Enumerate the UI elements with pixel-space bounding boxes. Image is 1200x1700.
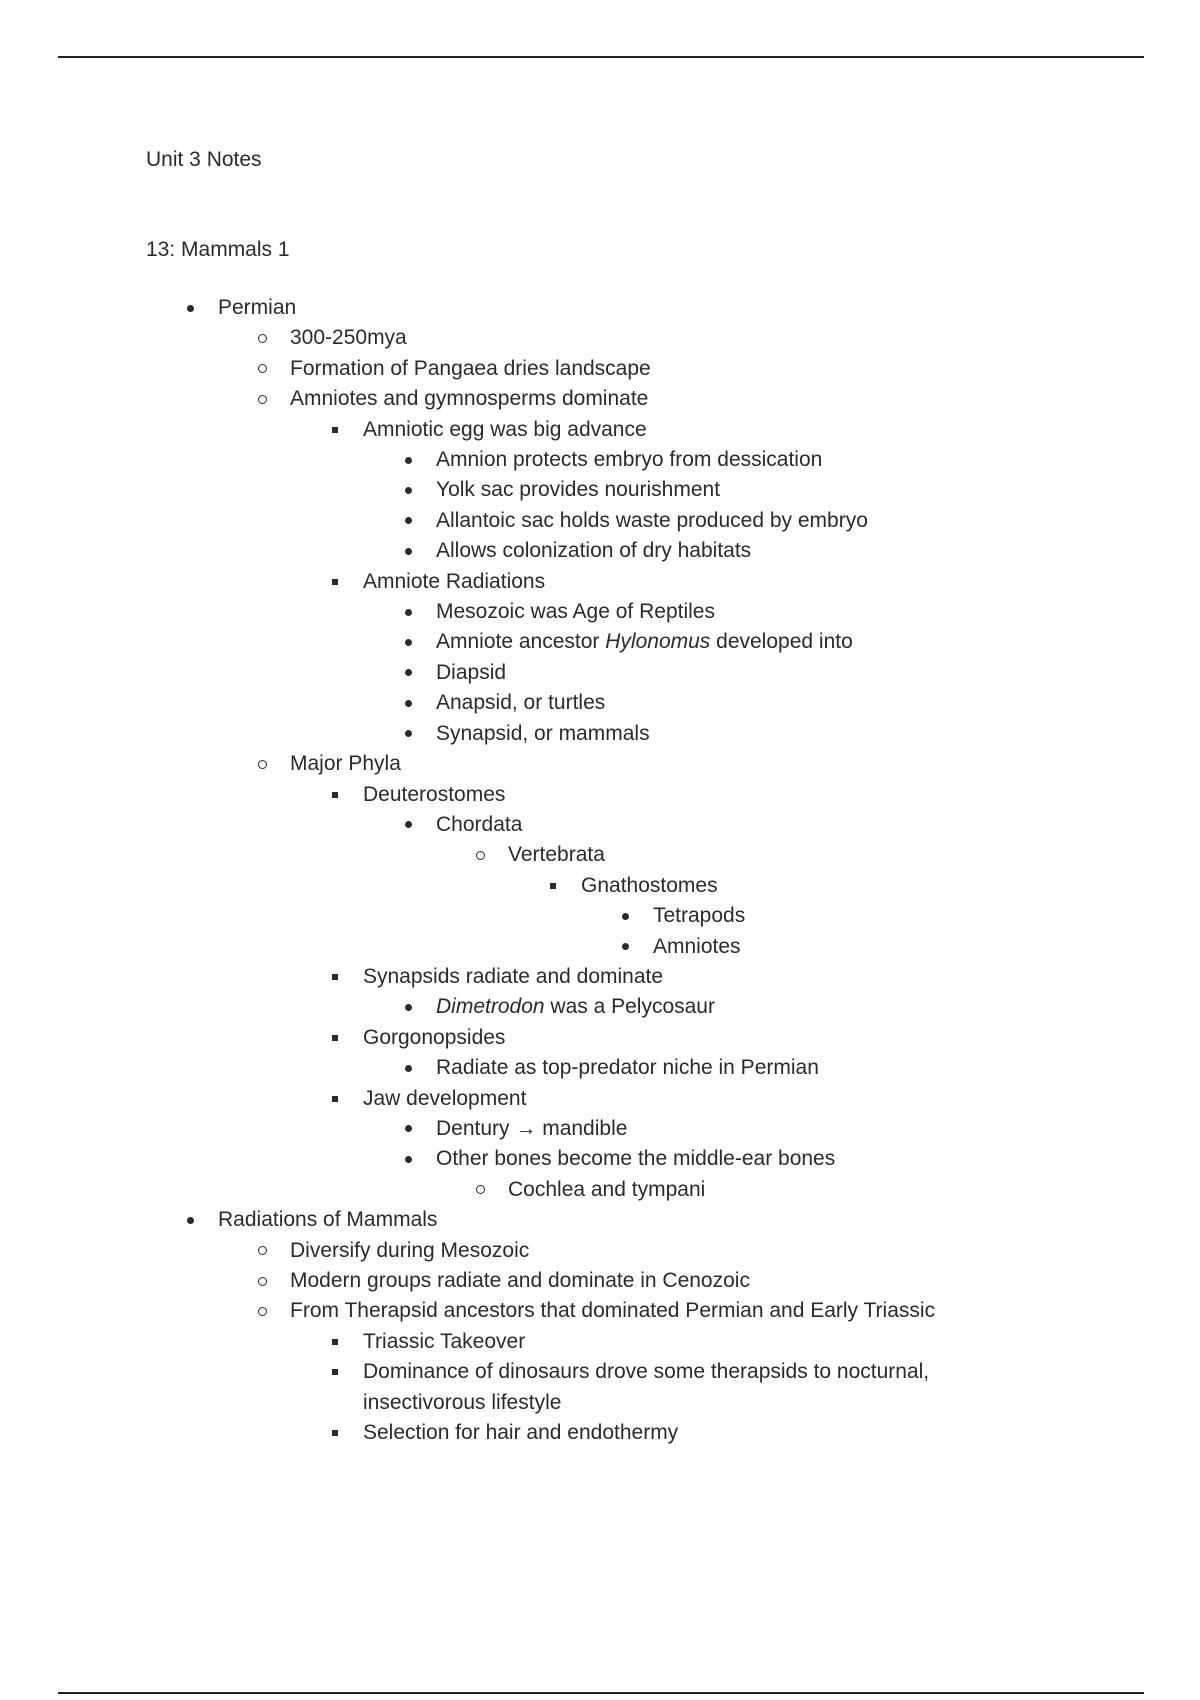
outline-item-text: Deuterostomes <box>363 782 506 806</box>
outline-item-level-3 <box>0 780 1200 810</box>
bullet-square-icon <box>325 1327 345 1357</box>
bullet-circle-icon <box>252 354 272 384</box>
outline-item-text: From Therapsid ancestors that dominated Permian and Early Triassic <box>290 1299 936 1323</box>
outline-item-level-1 <box>0 1205 1200 1235</box>
outline-item-text: Synapsid, or mammals <box>436 721 650 745</box>
outline-item-level-3 <box>0 1327 1200 1357</box>
bullet-square-icon <box>325 1023 345 1053</box>
outline-item-level-3 <box>0 567 1200 597</box>
outline-item-level-5 <box>0 1175 1200 1205</box>
italic-term: Dimetrodon <box>436 995 545 1019</box>
bullet-square-icon <box>325 1418 345 1448</box>
outline-item-level-7 <box>0 932 1200 962</box>
outline-item-level-5 <box>0 840 1200 870</box>
bullet-square-icon <box>325 1084 345 1114</box>
outline-item-level-2 <box>0 384 1200 414</box>
outline-item-text: Allantoic sac holds waste produced by embryo <box>436 508 868 532</box>
bullet-dot-icon <box>180 1205 200 1235</box>
bullet-dot-icon <box>398 445 418 475</box>
outline-item-text: Permian <box>218 296 297 319</box>
bullet-square-icon <box>543 871 563 901</box>
outline-item-level-3 <box>0 1084 1200 1114</box>
outline-item-text: Jaw development <box>363 1086 527 1110</box>
outline-item-text: Triassic Takeover <box>363 1329 526 1353</box>
outline-item-text: Dentury → mandible <box>436 1116 628 1140</box>
outline-item-level-3 <box>0 962 1200 992</box>
outline-item-text: Anapsid, or turtles <box>436 691 606 715</box>
outline-item-level-4 <box>0 627 1200 657</box>
outline-item-text: Gnathostomes <box>581 873 718 897</box>
bullet-circle-icon <box>252 1296 272 1326</box>
bullet-dot-icon <box>398 1114 418 1144</box>
outline-item-level-2 <box>0 354 1200 384</box>
outline-item-text: Selection for hair and endothermy <box>363 1421 679 1445</box>
bullet-circle-icon <box>252 1236 272 1266</box>
outline-item-text: 300-250mya <box>290 326 407 350</box>
outline-item-text: Radiate as top-predator niche in Permian <box>436 1056 819 1080</box>
bullet-square-icon <box>325 1357 345 1387</box>
outline-item-text: Diapsid <box>436 660 507 684</box>
outline-item-text: Amniotic egg was big advance <box>363 417 647 441</box>
bullet-square-icon <box>325 780 345 810</box>
outline-item-level-7 <box>0 901 1200 931</box>
outline-item-text: Cochlea and tympani <box>508 1177 706 1201</box>
outline-item-level-4 <box>0 445 1200 475</box>
italic-term: Hylonomus <box>605 630 711 654</box>
outline-item-text: Tetrapods <box>653 904 746 928</box>
outline-item-level-2 <box>0 1236 1200 1266</box>
outline-item-text: Amnion protects embryo from dessication <box>436 448 823 472</box>
bullet-circle-icon <box>252 323 272 353</box>
bullet-dot-icon <box>615 901 635 931</box>
bullet-circle-icon <box>252 749 272 779</box>
outline-item-text: Other bones become the middle-ear bones <box>436 1147 836 1171</box>
bullet-square-icon <box>325 415 345 445</box>
page-title: Unit 3 Notes <box>146 148 262 171</box>
bullet-dot-icon <box>398 536 418 566</box>
outline-item-text: Formation of Pangaea dries landscape <box>290 356 651 380</box>
outline-item-text: Diversify during Mesozoic <box>290 1238 530 1262</box>
outline-item-text: Amniote Radiations <box>363 569 546 593</box>
outline-item-text: Amniotes and gymnosperms dominate <box>290 387 649 411</box>
outline-item-text: Dominance of dinosaurs drove some therapsids to nocturnal, insectivorous lifestyle <box>363 1360 930 1414</box>
bullet-dot-icon <box>398 658 418 688</box>
bullet-circle-icon <box>470 1175 490 1205</box>
bullet-dot-icon <box>398 1144 418 1174</box>
outline-item-level-1 <box>0 293 1200 323</box>
outline-item-text: Yolk sac provides nourishment <box>436 478 721 502</box>
outline-item-level-4 <box>0 1053 1200 1083</box>
outline-item-level-3 <box>0 1357 1003 1418</box>
bullet-dot-icon <box>180 293 200 323</box>
bullet-dot-icon <box>398 1053 418 1083</box>
bullet-dot-icon <box>398 992 418 1022</box>
outline-item-level-6 <box>0 871 1200 901</box>
notes-outline <box>0 293 1200 1448</box>
outline-item-text: Mesozoic was Age of Reptiles <box>436 600 715 624</box>
outline-item-level-4 <box>0 719 1200 749</box>
bullet-circle-icon <box>470 840 490 870</box>
bullet-circle-icon <box>252 1266 272 1296</box>
outline-item-level-2 <box>0 323 1200 353</box>
outline-item-level-2 <box>0 749 1200 779</box>
outline-item-level-4 <box>0 1144 1200 1174</box>
bullet-dot-icon <box>398 688 418 718</box>
bullet-dot-icon <box>615 932 635 962</box>
outline-item-level-3 <box>0 1418 1200 1448</box>
bullet-dot-icon <box>398 810 418 840</box>
bullet-dot-icon <box>398 627 418 657</box>
outline-item-level-4 <box>0 536 1200 566</box>
bullet-dot-icon <box>398 475 418 505</box>
outline-item-text: Modern groups radiate and dominate in Cenozoic <box>290 1269 750 1292</box>
outline-item-level-4 <box>0 810 1200 840</box>
outline-item-level-4 <box>0 506 1200 536</box>
bullet-dot-icon <box>398 597 418 627</box>
outline-item-text: Chordata <box>436 812 523 836</box>
bullet-dot-icon <box>398 719 418 749</box>
outline-item-text: Amniotes <box>653 934 741 958</box>
outline-item-level-3 <box>0 1023 1200 1053</box>
outline-item-level-4 <box>0 992 1200 1022</box>
outline-item-text: Vertebrata <box>508 843 605 867</box>
outline-item-text: Dimetrodon was a Pelycosaur <box>436 995 715 1019</box>
section-heading: 13: Mammals 1 <box>146 238 290 261</box>
outline-item-level-4 <box>0 658 1200 688</box>
bullet-circle-icon <box>252 384 272 414</box>
top-rule <box>58 56 1144 58</box>
outline-item-level-2 <box>0 1296 1200 1326</box>
outline-item-text: Allows colonization of dry habitats <box>436 539 752 563</box>
outline-item-level-2 <box>0 1266 1200 1296</box>
outline-item-level-4 <box>0 688 1200 718</box>
bottom-rule <box>58 1692 1144 1694</box>
outline-item-level-4 <box>0 475 1200 505</box>
bullet-dot-icon <box>398 506 418 536</box>
outline-item-text: Gorgonopsides <box>363 1025 506 1049</box>
bullet-square-icon <box>325 567 345 597</box>
bullet-square-icon <box>325 962 345 992</box>
outline-item-text: Radiations of Mammals <box>218 1208 438 1232</box>
outline-item-text: Amniote ancestor Hylonomus developed into <box>436 630 853 654</box>
outline-item-level-4 <box>0 1114 1200 1144</box>
outline-item-level-4 <box>0 597 1200 627</box>
outline-item-text: Major Phyla <box>290 752 401 776</box>
outline-item-text: Synapsids radiate and dominate <box>363 964 664 988</box>
outline-item-level-3 <box>0 415 1200 445</box>
